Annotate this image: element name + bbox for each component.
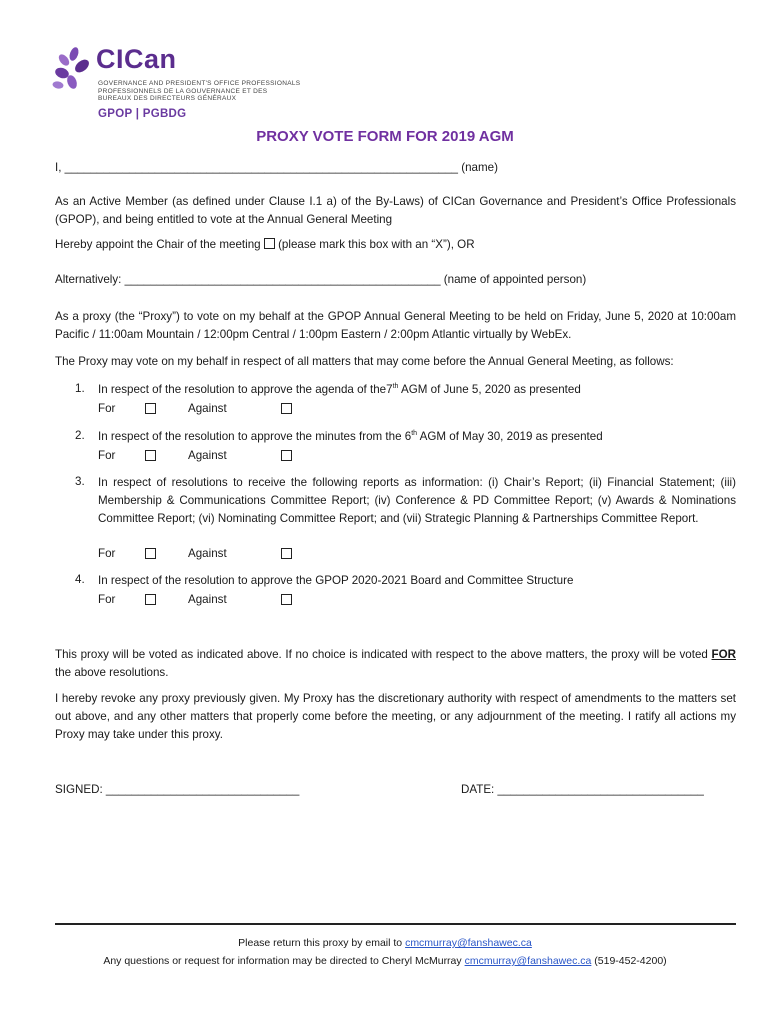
revoke-paragraph: I hereby revoke any proxy previously given. My Proxy has the discretionary authority with respect of amendments to the matters set out above, and any other matters that properly come before the meeting, or any adjournment of the meeting. I ratify all actions my Proxy may take under this proxy. [55, 692, 736, 741]
item-text: AGM of May 30, 2019 as presented [417, 430, 603, 443]
footer-text: Any questions or request for information may be directed to Cheryl McMurray [103, 955, 465, 967]
against-label: Against [188, 449, 227, 462]
voting-note-paragraph [55, 646, 736, 682]
chair-checkbox[interactable] [264, 238, 275, 249]
for-label: For [98, 449, 116, 462]
name-field-line: I, _____________________________________________________________ (name) [55, 161, 498, 174]
item-text: In respect of the resolution to approve the agenda of the7 [98, 383, 393, 396]
for-label: For [98, 402, 116, 415]
for-checkbox[interactable] [145, 548, 156, 559]
superscript: th [411, 430, 418, 438]
matters-line: The Proxy may vote on my behalf in respect of all matters that may come before the Annual General Meeting, as follows: [55, 355, 674, 368]
item-number: 2. [75, 429, 85, 442]
resolution-item-3: In respect of resolutions to receive the following reports as information: (i) Chair’s Report; (ii) Financial Statement; (iii) Membership & Communications Committee Report; (iv) Conference & PD Committee Report; (v) Awards & Nominations Committee Report; (vi) Nominating Committee Report; and (vii) Strategic Planning & Partnerships Committee Report. [98, 476, 736, 525]
against-label: Against [188, 402, 227, 415]
logo-subtitle-line: BUREAUX DES DIRECTEURS GÉNÉRAUX [98, 95, 237, 102]
against-label: Against [188, 547, 227, 560]
against-label: Against [188, 593, 227, 606]
resolution-item-4: In respect of the resolution to approve the GPOP 2020-2021 Board and Committee Structure [98, 574, 574, 587]
leaf-cluster-icon [52, 46, 96, 92]
footer-text: Please return this proxy by email to [238, 937, 406, 949]
item-number: 3. [75, 475, 85, 488]
voting-note-text: the above resolutions. [55, 666, 169, 679]
item-text: In respect of the resolution to approve the minutes from the 6 [98, 430, 412, 443]
for-emphasis: FOR [711, 648, 736, 661]
member-paragraph: As an Active Member (as defined under Clause I.1 a) of the By-Laws) of CICan Governance and President’s Office Professionals (GPOP), and being entitled to vote at the Annual General Meeting [55, 195, 736, 226]
email-link[interactable]: cmcmurray@fanshawec.ca [405, 937, 532, 949]
for-checkbox[interactable] [145, 403, 156, 414]
for-label: For [98, 593, 116, 606]
email-link[interactable]: cmcmurray@fanshawec.ca [464, 955, 592, 967]
footer-line-1 [0, 937, 770, 949]
voting-note-text: This proxy will be voted as indicated above. If no choice is indicated with respect to the above matters, the proxy will be voted [55, 648, 712, 661]
item-text: AGM of June 5, 2020 as presented [398, 383, 581, 396]
logo-subtitle-line: GOVERNANCE AND PRESIDENT'S OFFICE PROFESSIONALS [98, 80, 301, 87]
superscript: th [392, 383, 399, 391]
for-label: For [98, 547, 116, 560]
against-checkbox[interactable] [281, 403, 292, 414]
date-field: DATE: ________________________________ [461, 783, 704, 796]
logo-wordmark: CICan [96, 44, 177, 74]
footer-line-2 [0, 955, 770, 967]
against-checkbox[interactable] [281, 450, 292, 461]
logo-subtitle-line: PROFESSIONNELS DE LA GOUVERNANCE ET DES [98, 87, 268, 95]
appoint-text: (please mark this box with an “X”), OR [278, 238, 475, 251]
footer-divider [55, 923, 736, 925]
alternative-name-line: Alternatively: _________________________________________________ (name of appointed person) [55, 273, 587, 286]
item-number: 1. [75, 382, 85, 395]
resolution-item-2 [98, 428, 736, 446]
against-checkbox[interactable] [281, 548, 292, 559]
against-checkbox[interactable] [281, 594, 292, 605]
page-title: PROXY VOTE FORM FOR 2019 AGM [256, 128, 514, 145]
appoint-text: Hereby appoint the Chair of the meeting [55, 238, 261, 251]
for-checkbox[interactable] [145, 594, 156, 605]
appoint-line [55, 236, 475, 253]
resolution-item-1 [98, 381, 736, 399]
for-checkbox[interactable] [145, 450, 156, 461]
cican-logo [52, 44, 312, 124]
signed-field: SIGNED: ______________________________ [55, 783, 300, 796]
logo-gpop: GPOP | PGBDG [98, 108, 187, 120]
phone-text: (519-452-4200) [591, 955, 667, 967]
item-number: 4. [75, 573, 85, 586]
logo-subtitle [98, 80, 300, 103]
proxy-paragraph: As a proxy (the “Proxy”) to vote on my behalf at the GPOP Annual General Meeting to be held on Friday, June 5, 2020 at 10:00am Pacific / 11:00am Mountain / 12:00pm Central / 1:00pm Eastern / 2:00pm Atlantic virtually by WebEx. [55, 310, 736, 341]
